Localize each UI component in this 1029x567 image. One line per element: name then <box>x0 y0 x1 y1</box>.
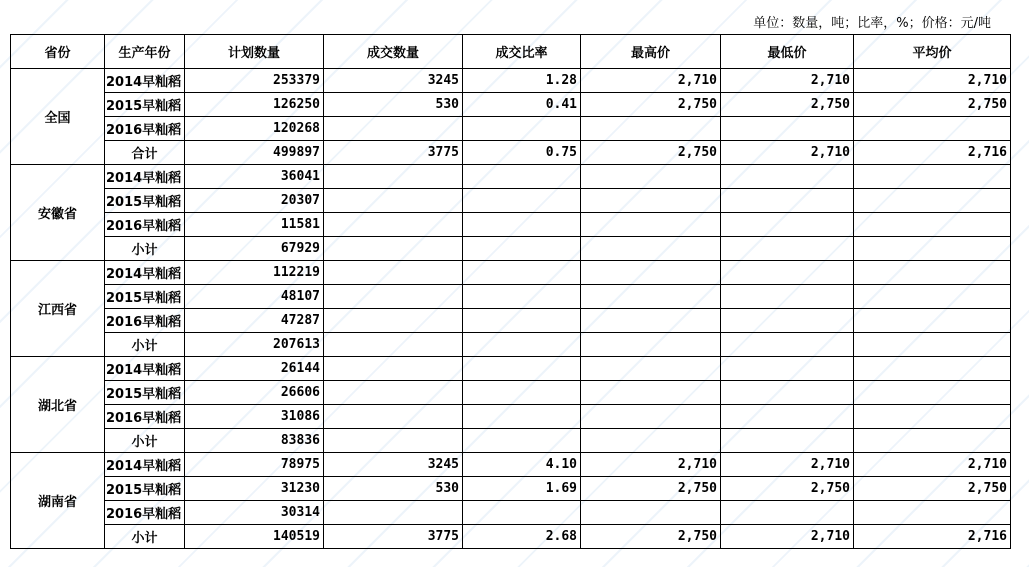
value-cell <box>324 285 463 309</box>
year-cell: 2015早籼稻 <box>105 477 185 501</box>
value-cell: 530 <box>324 477 463 501</box>
value-cell <box>463 405 581 429</box>
value-cell: 2,716 <box>854 525 1011 549</box>
value-cell <box>854 117 1011 141</box>
value-cell: 3245 <box>324 453 463 477</box>
value-cell <box>324 357 463 381</box>
value-cell <box>463 165 581 189</box>
year-cell: 小计 <box>105 333 185 357</box>
value-cell <box>721 501 854 525</box>
value-cell <box>721 213 854 237</box>
auction-results-table <box>10 34 1011 549</box>
province-cell: 湖北省 <box>11 357 105 453</box>
value-cell: 26144 <box>185 357 324 381</box>
table-row <box>11 237 1011 261</box>
value-cell <box>581 381 721 405</box>
value-cell: 2.68 <box>463 525 581 549</box>
column-header: 省份 <box>11 35 105 69</box>
table-row <box>11 213 1011 237</box>
year-cell: 2014早籼稻 <box>105 357 185 381</box>
value-cell: 3245 <box>324 69 463 93</box>
value-cell: 2,750 <box>721 93 854 117</box>
value-cell <box>721 189 854 213</box>
value-cell <box>581 405 721 429</box>
value-cell <box>324 237 463 261</box>
value-cell <box>854 237 1011 261</box>
value-cell <box>854 285 1011 309</box>
value-cell <box>581 261 721 285</box>
table-row <box>11 261 1011 285</box>
table-row <box>11 141 1011 165</box>
table-row <box>11 357 1011 381</box>
value-cell <box>581 237 721 261</box>
column-header: 最高价 <box>581 35 721 69</box>
table-row <box>11 429 1011 453</box>
value-cell: 31086 <box>185 405 324 429</box>
year-cell: 2014早籼稻 <box>105 453 185 477</box>
table-row <box>11 333 1011 357</box>
value-cell: 253379 <box>185 69 324 93</box>
year-cell: 2015早籼稻 <box>105 285 185 309</box>
year-cell: 小计 <box>105 237 185 261</box>
value-cell <box>721 285 854 309</box>
column-header: 成交数量 <box>324 35 463 69</box>
value-cell: 2,750 <box>581 141 721 165</box>
value-cell <box>324 429 463 453</box>
value-cell: 2,716 <box>854 141 1011 165</box>
value-cell <box>324 117 463 141</box>
year-cell: 2014早籼稻 <box>105 165 185 189</box>
value-cell: 126250 <box>185 93 324 117</box>
value-cell <box>721 165 854 189</box>
value-cell: 1.28 <box>463 69 581 93</box>
value-cell: 2,710 <box>721 525 854 549</box>
unit-note: 单位：数量，吨；比率，%；价格：元/吨 <box>753 16 991 31</box>
value-cell <box>463 213 581 237</box>
value-cell <box>581 165 721 189</box>
column-header: 最低价 <box>721 35 854 69</box>
table-row <box>11 309 1011 333</box>
column-header: 平均价 <box>854 35 1011 69</box>
value-cell <box>324 405 463 429</box>
province-cell: 全国 <box>11 69 105 165</box>
year-cell: 小计 <box>105 429 185 453</box>
table-row <box>11 381 1011 405</box>
value-cell <box>854 357 1011 381</box>
table-row <box>11 453 1011 477</box>
year-cell: 2016早籼稻 <box>105 117 185 141</box>
value-cell: 120268 <box>185 117 324 141</box>
value-cell: 2,750 <box>581 93 721 117</box>
value-cell <box>463 237 581 261</box>
value-cell: 140519 <box>185 525 324 549</box>
value-cell <box>324 333 463 357</box>
value-cell <box>854 381 1011 405</box>
value-cell <box>854 501 1011 525</box>
value-cell <box>463 333 581 357</box>
value-cell <box>463 261 581 285</box>
table-row <box>11 117 1011 141</box>
year-cell: 合计 <box>105 141 185 165</box>
value-cell: 48107 <box>185 285 324 309</box>
value-cell: 2,750 <box>854 477 1011 501</box>
value-cell <box>854 405 1011 429</box>
value-cell <box>324 381 463 405</box>
value-cell <box>463 381 581 405</box>
value-cell: 30314 <box>185 501 324 525</box>
value-cell <box>581 309 721 333</box>
value-cell: 2,750 <box>854 93 1011 117</box>
value-cell <box>324 309 463 333</box>
year-cell: 2015早籼稻 <box>105 93 185 117</box>
value-cell <box>581 189 721 213</box>
value-cell <box>324 501 463 525</box>
value-cell: 2,710 <box>581 69 721 93</box>
value-cell: 36041 <box>185 165 324 189</box>
value-cell <box>854 429 1011 453</box>
year-cell: 2015早籼稻 <box>105 189 185 213</box>
year-cell: 2016早籼稻 <box>105 213 185 237</box>
value-cell <box>721 429 854 453</box>
value-cell: 2,710 <box>721 141 854 165</box>
province-cell: 江西省 <box>11 261 105 357</box>
value-cell: 2,710 <box>581 453 721 477</box>
value-cell <box>463 357 581 381</box>
value-cell <box>721 357 854 381</box>
value-cell: 2,710 <box>721 69 854 93</box>
province-cell: 安徽省 <box>11 165 105 261</box>
value-cell: 0.41 <box>463 93 581 117</box>
value-cell <box>463 501 581 525</box>
value-cell <box>463 117 581 141</box>
table-row <box>11 165 1011 189</box>
value-cell <box>324 213 463 237</box>
value-cell <box>854 261 1011 285</box>
value-cell: 530 <box>324 93 463 117</box>
value-cell <box>581 285 721 309</box>
column-header: 计划数量 <box>185 35 324 69</box>
value-cell: 47287 <box>185 309 324 333</box>
table-row <box>11 93 1011 117</box>
value-cell <box>324 165 463 189</box>
value-cell <box>721 117 854 141</box>
year-cell: 2014早籼稻 <box>105 69 185 93</box>
value-cell: 20307 <box>185 189 324 213</box>
value-cell: 3775 <box>324 525 463 549</box>
year-cell: 2016早籼稻 <box>105 309 185 333</box>
value-cell: 207613 <box>185 333 324 357</box>
value-cell <box>324 189 463 213</box>
value-cell: 67929 <box>185 237 324 261</box>
year-cell: 2016早籼稻 <box>105 405 185 429</box>
value-cell: 83836 <box>185 429 324 453</box>
value-cell: 3775 <box>324 141 463 165</box>
value-cell <box>854 213 1011 237</box>
value-cell: 2,750 <box>581 477 721 501</box>
value-cell: 31230 <box>185 477 324 501</box>
value-cell <box>581 333 721 357</box>
value-cell <box>463 429 581 453</box>
value-cell: 2,750 <box>581 525 721 549</box>
value-cell <box>854 189 1011 213</box>
table-row <box>11 501 1011 525</box>
value-cell <box>854 309 1011 333</box>
column-header: 成交比率 <box>463 35 581 69</box>
value-cell <box>581 213 721 237</box>
table-row <box>11 189 1011 213</box>
value-cell <box>463 285 581 309</box>
value-cell <box>721 405 854 429</box>
value-cell <box>581 429 721 453</box>
column-header: 生产年份 <box>105 35 185 69</box>
value-cell: 2,750 <box>721 477 854 501</box>
table-row <box>11 477 1011 501</box>
year-cell: 2014早籼稻 <box>105 261 185 285</box>
value-cell <box>721 237 854 261</box>
value-cell: 1.69 <box>463 477 581 501</box>
table-row <box>11 525 1011 549</box>
province-cell: 湖南省 <box>11 453 105 549</box>
value-cell <box>581 117 721 141</box>
value-cell: 499897 <box>185 141 324 165</box>
value-cell: 2,710 <box>854 69 1011 93</box>
value-cell: 0.75 <box>463 141 581 165</box>
table-row <box>11 405 1011 429</box>
value-cell: 2,710 <box>854 453 1011 477</box>
value-cell <box>581 501 721 525</box>
value-cell: 11581 <box>185 213 324 237</box>
value-cell <box>721 261 854 285</box>
value-cell <box>854 165 1011 189</box>
table-row <box>11 285 1011 309</box>
value-cell: 4.10 <box>463 453 581 477</box>
value-cell <box>324 261 463 285</box>
value-cell <box>463 309 581 333</box>
table-row <box>11 69 1011 93</box>
value-cell: 26606 <box>185 381 324 405</box>
year-cell: 小计 <box>105 525 185 549</box>
value-cell: 78975 <box>185 453 324 477</box>
value-cell <box>581 357 721 381</box>
header-row <box>11 35 1011 69</box>
value-cell: 2,710 <box>721 453 854 477</box>
value-cell <box>721 381 854 405</box>
value-cell <box>721 309 854 333</box>
year-cell: 2015早籼稻 <box>105 381 185 405</box>
value-cell: 112219 <box>185 261 324 285</box>
value-cell <box>721 333 854 357</box>
value-cell <box>463 189 581 213</box>
value-cell <box>854 333 1011 357</box>
year-cell: 2016早籼稻 <box>105 501 185 525</box>
